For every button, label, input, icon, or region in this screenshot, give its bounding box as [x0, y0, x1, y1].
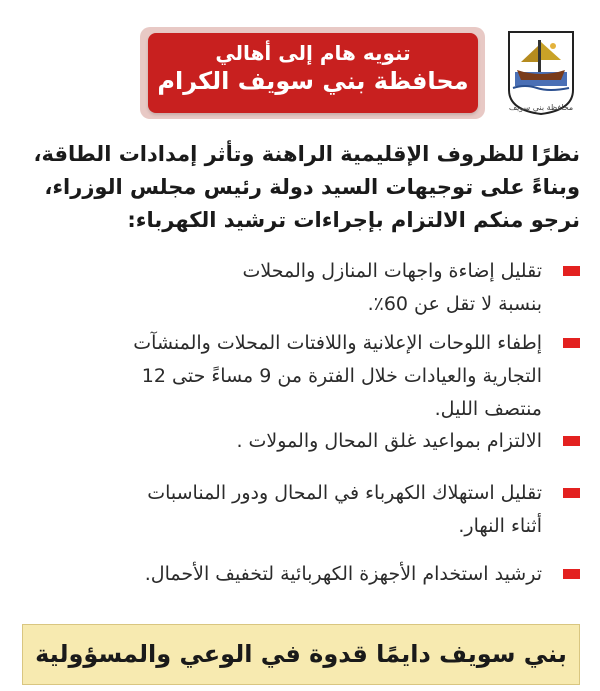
list-item-line: الالتزام بمواعيد غلق المحال والمولات . — [236, 430, 542, 452]
list-item-line: ترشيد استخدام الأجهزة الكهربائية لتخفيف الأحمال. — [144, 563, 542, 585]
bullet-square-icon — [563, 488, 580, 498]
bullet-square-icon — [563, 338, 580, 348]
list-item-line: التجارية والعيادات خلال الفترة من 9 مساءً حتى 12 — [141, 365, 542, 387]
header-line-2: محافظة بني سويف الكرام — [157, 67, 469, 95]
bullet-square-icon — [563, 266, 580, 276]
intro-line: نرجو منكم الالتزام بإجراءات ترشيد الكهرباء: — [127, 208, 580, 232]
intro-paragraph — [30, 138, 580, 237]
header-banner — [148, 33, 478, 113]
header-line-1: تنويه هام إلى أهالي — [215, 41, 411, 65]
list-item-line: أثناء النهار. — [458, 515, 542, 537]
footer-slogan: بني سويف دايمًا قدوة في الوعي والمسؤولية — [35, 640, 567, 668]
list-item-line: بنسبة لا تقل عن 60٪. — [367, 293, 542, 315]
intro-line: وبناءً على توجيهات السيد دولة رئيس مجلس الوزراء، — [44, 175, 580, 199]
footer-banner — [22, 624, 580, 685]
logo-caption: محافظة بني سويف — [508, 103, 574, 112]
bullet-square-icon — [563, 569, 580, 579]
list-item-line: إطفاء اللوحات الإعلانية واللافتات المحلات والمنشآت — [133, 332, 542, 354]
list-item-line: تقليل استهلاك الكهرباء في المحال ودور المناسبات — [147, 482, 542, 504]
bullet-square-icon — [563, 436, 580, 446]
list-item-line: تقليل إضاءة واجهات المنازل والمحلات — [242, 260, 542, 282]
list-item-line: منتصف الليل. — [434, 398, 542, 420]
intro-line: نظرًا للظروف الإقليمية الراهنة وتأثر إمدادات الطاقة، — [33, 142, 580, 166]
